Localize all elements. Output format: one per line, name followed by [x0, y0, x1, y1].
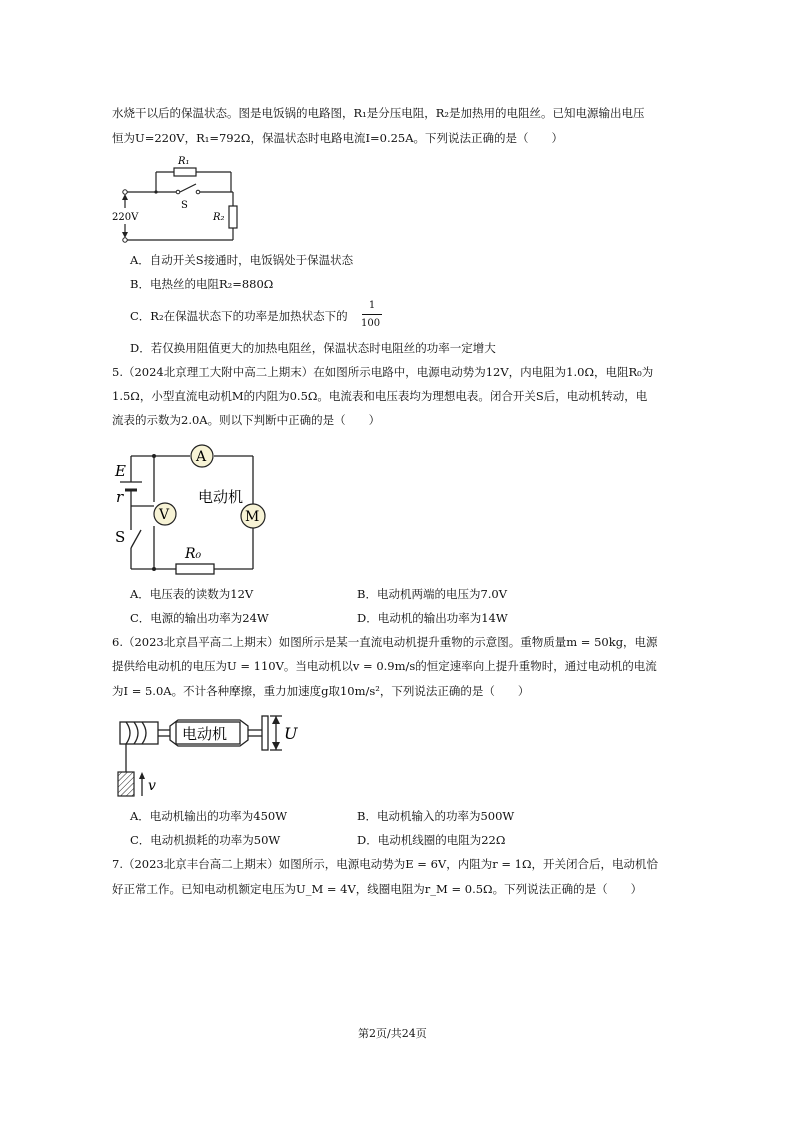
- q6-option-d: D．电动机线圈的电阻为22Ω: [357, 833, 506, 847]
- fraction-bar: [362, 314, 382, 315]
- q5-option-a: A．电压表的读数为12V: [130, 587, 254, 601]
- motor-text: 电动机: [182, 725, 228, 743]
- q5-line-1: 5.（2024北京理工大附中高二上期末）在如图所示电路中，电源电动势为12V，内电阻为1.0Ω，电阻R₀为: [112, 365, 654, 379]
- q5-option-d: D．电动机的输出功率为14W: [357, 611, 508, 625]
- q6-line-1: 6.（2023北京昌平高二上期末）如图所示是某一直流电动机提升重物的示意图。重物质量m = 50kg，电源: [112, 635, 658, 649]
- terminal-block: [262, 716, 268, 750]
- q4-option-b: B．电热丝的电阻R₂=880Ω: [130, 277, 274, 291]
- switch-blade: [131, 530, 141, 548]
- winding-drum: [120, 722, 158, 744]
- ammeter-label: A: [196, 449, 207, 465]
- q4-option-a: A．自动开关S接通时，电饭锅处于保温状态: [130, 253, 354, 267]
- q5-line-3: 流表的示数为2.0A。则以下判断中正确的是（ ）: [112, 413, 381, 427]
- q6-line-2: 提供给电动机的电压为U = 110V。当电动机以v = 0.9m/s的恒定速率向上提升重物时，通过电动机的电流: [112, 659, 657, 673]
- q7-line-2: 好正常工作。已知电动机额定电压为U_M = 4V，线圈电阻为r_M = 0.5Ω。下列说法正确的是（ ）: [112, 882, 643, 896]
- r2-label: R₂: [213, 212, 225, 223]
- page-number: 第2页/共24页: [358, 1027, 427, 1040]
- switch-blade: [180, 184, 196, 192]
- rice-cooker-circuit-diagram: [108, 152, 248, 248]
- motor-symbol-label: M: [245, 509, 260, 525]
- q4-option-d: D．若仅换用阻值更大的加热电阻丝，保温状态时电阻丝的功率一定增大: [130, 341, 496, 355]
- q4-option-c-denominator: 100: [361, 318, 381, 329]
- q6-line-3: 为I = 5.0A。不计各种摩擦，重力加速度g取10m/s²，下列说法正确的是（ ）: [112, 684, 530, 698]
- r1-resistor: [174, 168, 196, 176]
- intro-line-2: 恒为U=220V，R₁=792Ω，保温状态时电路电流I=0.25A。下列说法正确的是（ ）: [112, 131, 564, 145]
- motor-circuit-diagram: [110, 440, 270, 580]
- q5-line-2: 1.5Ω，小型直流电动机M的内阻为0.5Ω。电流表和电压表均为理想电表。闭合开关S后，电动机转动，电: [112, 389, 648, 403]
- intro-line-1: 水烧干以后的保温状态。图是电饭锅的电路图，R₁是分压电阻，R₂是加热用的电阻丝。已知电源输出电压: [112, 106, 645, 120]
- switch-label: S: [115, 528, 126, 546]
- emf-label: E: [115, 462, 126, 480]
- velocity-label: v: [148, 778, 156, 794]
- q6-option-a: A．电动机输出的功率为450W: [130, 809, 288, 823]
- q5-option-b: B．电动机两端的电压为7.0V: [357, 587, 508, 601]
- q4-option-c: C．R₂在保温状态下的功率是加热状态下的: [130, 309, 348, 323]
- motor-text: 电动机: [198, 488, 244, 506]
- weight-block: [118, 772, 134, 796]
- r0-label: R₀: [185, 546, 202, 562]
- r2-resistor: [229, 206, 237, 228]
- internal-resistance-label: r: [116, 488, 124, 506]
- switch-label: S: [181, 200, 188, 211]
- motor-lifting-diagram: [112, 708, 312, 804]
- r1-label: R₁: [178, 156, 190, 167]
- q4-option-c-numerator: 1: [368, 300, 376, 311]
- voltmeter-label: V: [159, 507, 170, 523]
- voltage-label: U: [284, 724, 298, 743]
- q7-line-1: 7.（2023北京丰台高二上期末）如图所示，电源电动势为E = 6V，内阻为r = 1Ω，开关闭合后，电动机恰: [112, 857, 658, 871]
- voltage-label: 220V: [112, 212, 139, 223]
- q6-option-b: B．电动机输入的功率为500W: [357, 809, 515, 823]
- r0-resistor: [176, 564, 214, 574]
- q5-option-c: C．电源的输出功率为24W: [130, 611, 269, 625]
- q6-option-c: C．电动机损耗的功率为50W: [130, 833, 281, 847]
